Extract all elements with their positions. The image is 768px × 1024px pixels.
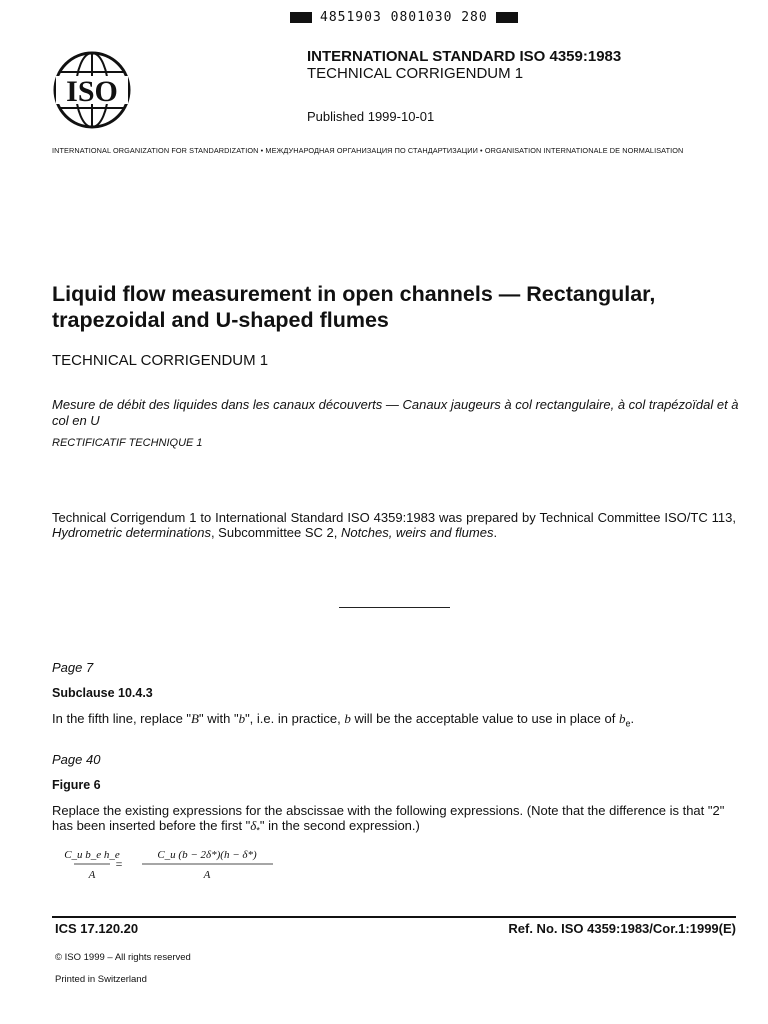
barcode-number: 4851903 0801030 280 — [320, 10, 488, 25]
organization-line: INTERNATIONAL ORGANIZATION FOR STANDARDIZATION • МЕЖДУНАРОДНАЯ ОРГАНИЗАЦИЯ ПО СТАНДАРТИЗАЦИИ • ORGANISATION INTERNATIONALE DE NORMALISATION — [52, 146, 684, 155]
page-ref-7: Page 7 — [52, 660, 94, 675]
formula-left-denominator: A — [88, 869, 96, 881]
math-subscript: e — [625, 718, 631, 729]
document-title: Liquid flow measurement in open channels — Rectangular, trapezoidal and U-shaped flumes — [52, 282, 656, 332]
text-part: will be the acceptable value to use in place of — [350, 711, 619, 726]
intro-paragraph — [52, 510, 736, 540]
intro-subcommittee-name: Notches, weirs and flumes — [341, 525, 494, 540]
math-var: δ — [250, 818, 257, 833]
abscissa-formula — [64, 844, 300, 884]
intro-text-3: . — [493, 525, 498, 540]
iso-logo-icon — [52, 50, 132, 130]
math-var: b — [344, 711, 351, 726]
page-ref-40: Page 40 — [52, 752, 101, 767]
barcode-block-left — [290, 12, 312, 23]
figure-heading: Figure 6 — [52, 778, 101, 792]
section-divider — [339, 607, 450, 608]
intro-text-2: , Subcommittee SC 2, — [210, 525, 342, 540]
correction-text-1 — [52, 711, 736, 732]
text-part: Replace the existing expressions for the abscissae with the following expressions. (Note that the difference is that "2" has been inserted before the first " — [52, 803, 725, 833]
formula-left-numerator: C_u b_e h_e — [64, 849, 120, 861]
barcode-block-right — [496, 12, 518, 23]
ics-code: ICS 17.120.20 — [55, 921, 139, 936]
math-var: b — [238, 711, 246, 726]
intro-committee-name: Hydrometric determinations — [52, 525, 211, 540]
intro-text-1: Technical Corrigendum 1 to International Standard ISO 4359:1983 was prepared by Technical Committee ISO/TC 113, — [52, 510, 736, 525]
copyright-notice: © ISO 1999 – All rights reserved — [55, 952, 191, 963]
iso-logo-text: ISO — [66, 75, 118, 108]
formula-right-denominator: A — [203, 869, 211, 881]
correction-text-2 — [52, 803, 736, 839]
text-part: . — [630, 711, 635, 726]
text-part: " in the second expression.) — [259, 818, 420, 833]
printed-location: Printed in Switzerland — [55, 974, 147, 985]
math-var: b — [618, 711, 626, 726]
reference-number: Ref. No. ISO 4359:1983/Cor.1:1999(E) — [508, 921, 736, 936]
text-part: In the fifth line, replace " — [52, 711, 192, 726]
text-part: " with " — [198, 711, 239, 726]
barcode — [290, 10, 518, 25]
french-corrigendum-label: RECTIFICATIF TECHNIQUE 1 — [52, 437, 203, 449]
math-subscript: * — [256, 825, 260, 836]
standard-subtitle: TECHNICAL CORRIGENDUM 1 — [307, 65, 524, 82]
french-title: Mesure de débit des liquides dans les canaux découverts — Canaux jaugeurs à col rectangulaire, à col trapézoïdal et à col en U — [52, 397, 739, 428]
footer-rule — [52, 916, 736, 918]
math-var: B — [191, 711, 199, 726]
published-date: Published 1999-10-01 — [307, 109, 435, 124]
corrigendum-label: TECHNICAL CORRIGENDUM 1 — [52, 352, 269, 369]
formula-right-numerator: C_u (b − 2δ*)(h − δ*) — [157, 849, 257, 861]
standard-title: INTERNATIONAL STANDARD ISO 4359:1983 — [307, 48, 622, 65]
formula-equals: = — [115, 857, 123, 871]
text-part: ", i.e. in practice, — [245, 711, 345, 726]
subclause-heading: Subclause 10.4.3 — [52, 686, 153, 700]
